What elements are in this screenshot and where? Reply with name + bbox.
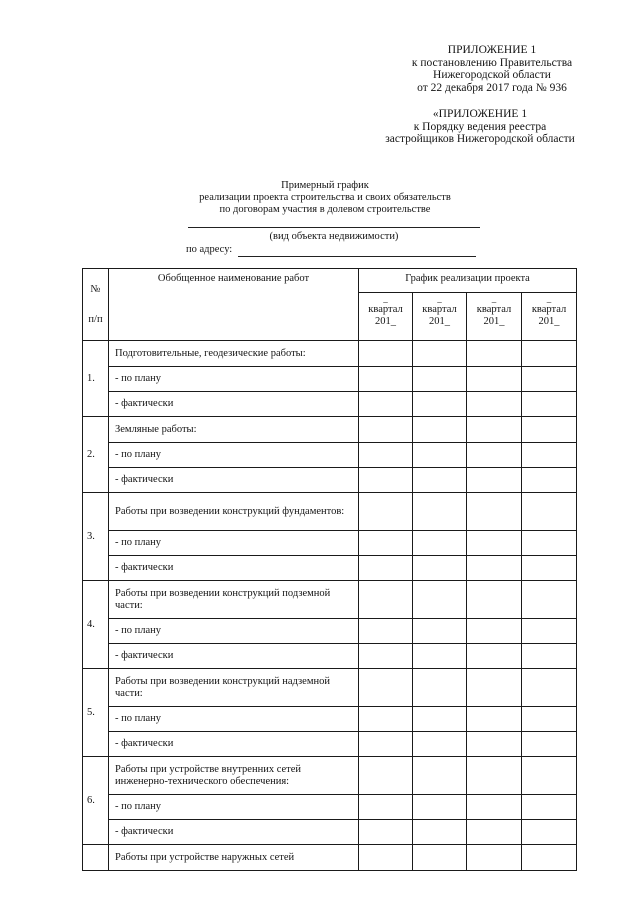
appendix-header-line: к постановлению Правительства [411,56,573,69]
schedule-cell [413,468,467,493]
schedule-cell [413,417,467,443]
appendix-header-line: от 22 декабря 2017 года № 936 [417,81,567,94]
schedule-cell [413,443,467,468]
appendix-header [372,44,612,94]
plan-row [83,443,577,468]
table-row [83,669,577,707]
schedule-cell [359,581,413,619]
number-header-symbol: № [90,283,101,295]
schedule-cell [467,443,522,468]
object-type-line [188,227,480,228]
plan-row [83,795,577,820]
plan-row [83,367,577,392]
schedule-cell [413,531,467,556]
number-header-pp: п/п [88,313,103,325]
schedule-cell [467,732,522,757]
fact-row [83,556,577,581]
schedule-cell [359,556,413,581]
schedule-cell [467,669,522,707]
schedule-cell [522,669,577,707]
schedule-cell [467,556,522,581]
table-row [83,581,577,619]
schedule-cell [467,795,522,820]
table-row [83,757,577,795]
object-type-caption: (вид объекта недвижимости) [269,231,399,242]
schedule-cell [522,417,577,443]
schedule-cell [467,757,522,795]
schedule-cell [359,732,413,757]
schedule-cell [359,493,413,531]
number-column-header [83,269,109,341]
title-line: реализации проекта строительства и своих обязательств [199,192,451,203]
quarter-label: квартал [531,304,567,315]
schedule-cell [522,644,577,669]
fact-label: - фактически [109,820,359,845]
schedule-cell [522,619,577,644]
work-name: Работы при устройстве наружных сетей [109,845,359,871]
schedule-cell [413,757,467,795]
procedure-appendix-header [350,108,610,146]
plan-label: - по плану [109,619,359,644]
address-line [238,256,476,257]
schedule-cell [467,531,522,556]
quarter-header-cell [467,293,522,341]
row-number: 1. [83,341,109,417]
quarter-blank: _ [383,294,388,304]
row-number: 5. [83,669,109,757]
fact-row [83,392,577,417]
schedule-cell [359,757,413,795]
schedule-cell [359,443,413,468]
schedule-cell [522,443,577,468]
fact-label: - фактически [109,468,359,493]
schedule-cell [522,468,577,493]
schedule-cell [522,581,577,619]
schedule-cell [413,795,467,820]
schedule-cell [359,619,413,644]
fact-row [83,732,577,757]
schedule-cell [467,392,522,417]
plan-row [83,707,577,732]
table-row [83,845,577,871]
schedule-cell [359,644,413,669]
schedule-cell [413,644,467,669]
work-name: Работы при возведении конструкций надземной части: [109,669,359,707]
quarter-blank: _ [437,294,442,304]
table-row [83,417,577,443]
work-name: Земляные работы: [109,417,359,443]
table-row [83,341,577,367]
appendix-header-line: ПРИЛОЖЕНИЕ 1 [447,44,537,56]
schedule-cell [413,732,467,757]
schedule-cell [467,341,522,367]
quarter-label: квартал [368,304,403,315]
row-number: 3. [83,493,109,581]
quarter-year: 201_ [429,316,450,327]
quarter-header-cell [522,293,577,341]
schedule-cell [467,707,522,732]
schedule-cell [359,820,413,845]
schedule-cell [359,417,413,443]
schedule-cell [359,367,413,392]
schedule-cell [522,795,577,820]
schedule-table [82,268,577,871]
schedule-cell [522,820,577,845]
fact-row [83,644,577,669]
title-line: по договорам участия в долевом строительстве [219,204,431,215]
schedule-cell [522,367,577,392]
schedule-cell [413,392,467,417]
schedule-cell [359,468,413,493]
document-title [160,180,490,216]
schedule-cell [522,341,577,367]
schedule-cell [359,341,413,367]
schedule-cell [359,392,413,417]
schedule-cell [522,707,577,732]
fact-row [83,468,577,493]
schedule-cell [413,707,467,732]
row-number: 2. [83,417,109,493]
plan-row [83,619,577,644]
schedule-cell [467,367,522,392]
fact-row [83,820,577,845]
fact-label: - фактически [109,644,359,669]
schedule-cell [413,820,467,845]
schedule-cell [522,556,577,581]
procedure-header-line: застройщиков Нижегородской области [385,133,575,145]
quarter-blank: _ [546,294,552,304]
appendix-header-line: Нижегородской области [433,69,551,81]
schedule-cell [522,732,577,757]
quarter-header-cell [413,293,467,341]
table-header-row [83,269,577,293]
schedule-cell [359,795,413,820]
quarter-year: 201_ [483,316,505,327]
schedule-cell [467,468,522,493]
schedule-cell [413,367,467,392]
work-name-column-header: Обобщенное наименование работ [109,269,359,341]
plan-row [83,531,577,556]
quarter-label: квартал [422,304,457,315]
fact-label: - фактически [109,556,359,581]
schedule-cell [359,845,413,871]
quarter-year: 201_ [375,316,396,327]
schedule-cell [413,581,467,619]
quarter-label: квартал [476,304,512,315]
quarter-header-cell [359,293,413,341]
schedule-cell [522,392,577,417]
schedule-cell [467,581,522,619]
schedule-cell [413,669,467,707]
schedule-cell [359,707,413,732]
work-name: Работы при устройстве внутренних сетей инженерно-технического обеспечения: [109,757,359,795]
row-number: 4. [83,581,109,669]
plan-label: - по плану [109,795,359,820]
schedule-cell [413,493,467,531]
schedule-cell [522,757,577,795]
schedule-cell [467,493,522,531]
row-number [83,845,109,871]
schedule-cell [467,820,522,845]
schedule-cell [413,619,467,644]
quarter-year: 201_ [538,316,560,327]
fact-label: - фактически [109,392,359,417]
fact-label: - фактически [109,732,359,757]
procedure-header-line: «ПРИЛОЖЕНИЕ 1 [432,108,528,120]
work-name: Работы при возведении конструкций подземной части: [109,581,359,619]
schedule-cell [522,531,577,556]
work-name: Работы при возведении конструкций фундаментов: [109,493,359,531]
schedule-column-header: График реализации проекта [359,269,577,293]
table-row [83,493,577,531]
schedule-cell [522,493,577,531]
procedure-header-line: к Порядку ведения реестра [413,120,547,133]
schedule-cell [413,845,467,871]
schedule-cell [467,619,522,644]
quarter-blank: _ [491,294,497,304]
plan-label: - по плану [109,443,359,468]
schedule-cell [413,556,467,581]
row-number: 6. [83,757,109,845]
plan-label: - по плану [109,707,359,732]
schedule-cell [522,845,577,871]
title-line: Примерный график [281,180,369,191]
schedule-cell [413,341,467,367]
schedule-cell [467,644,522,669]
schedule-cell [467,845,522,871]
plan-label: - по плану [109,367,359,392]
work-name: Подготовительные, геодезические работы: [109,341,359,367]
address-label: по адресу: [186,244,233,255]
schedule-cell [467,417,522,443]
schedule-cell [359,669,413,707]
schedule-cell [359,531,413,556]
plan-label: - по плану [109,531,359,556]
